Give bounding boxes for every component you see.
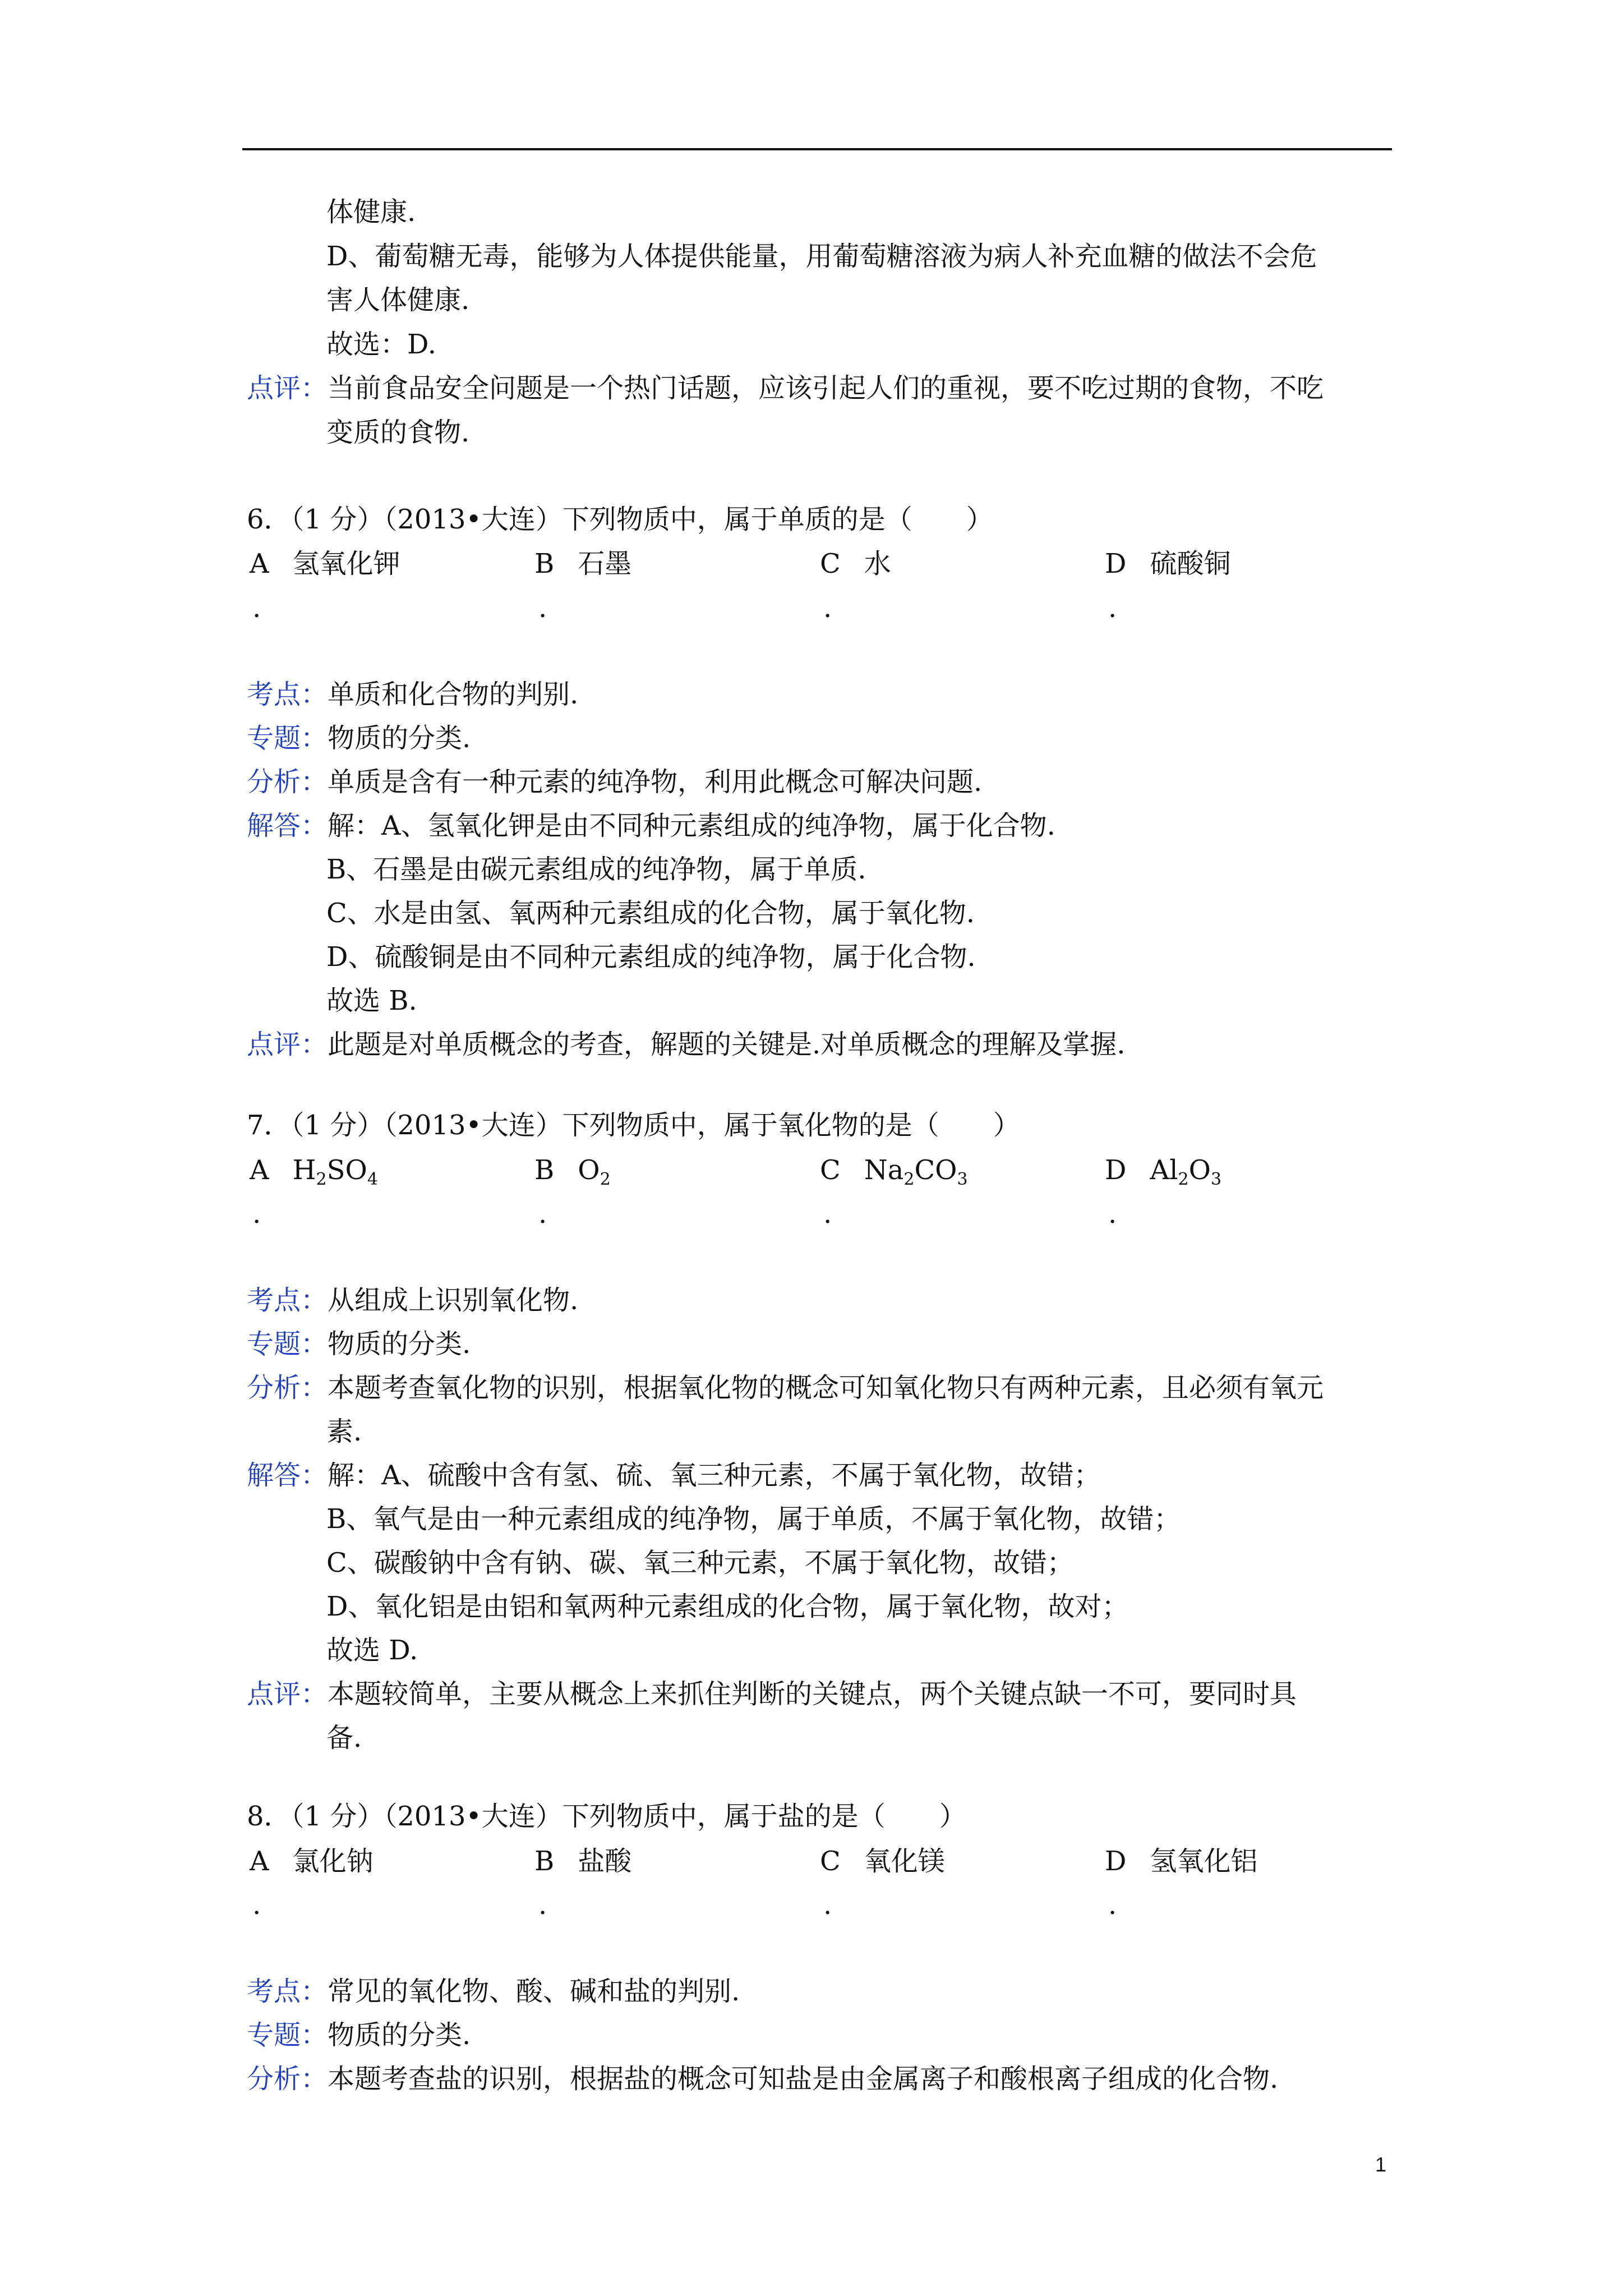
intro-line-3: 害人体健康. — [326, 284, 470, 316]
q7-option-a: A $H_2SO_4$ — [250, 1154, 378, 1189]
q7-zhuanti: 专题：物质的分类. — [247, 1328, 471, 1360]
intro-line-2: D、葡萄糖无毒，能够为人体提供能量，用葡萄糖溶液为病人补充血糖的做法不会危 — [326, 241, 1317, 272]
q8-dot-d: . — [1108, 1889, 1117, 1921]
q7-option-b: B $O_2$ — [534, 1154, 611, 1189]
q7-jieda-c: C、碳酸钠中含有钠、碳、氧三种元素，不属于氧化物，故错； — [326, 1547, 1074, 1579]
q7-jieda-answer: 故选 D. — [326, 1635, 418, 1666]
q7-jieda-b: B、氧气是由一种元素组成的纯净物，属于单质，不属于氧化物，故错； — [326, 1503, 1181, 1535]
q7-option-c: C $Na_2CO_3$ — [820, 1154, 968, 1189]
q6-option-b: B 石墨 — [534, 548, 632, 579]
q6-dot-c: . — [823, 592, 832, 624]
q6-jieda-answer: 故选 B. — [326, 985, 417, 1016]
q7-dot-a: . — [252, 1198, 261, 1230]
comment-label: 点评： — [247, 372, 328, 404]
q6-fenxi: 分析：单质是含有一种元素的纯净物，利用此概念可解决问题. — [247, 766, 983, 798]
q7-fenxi: 分析：本题考查氧化物的识别，根据氧化物的概念可知氧化物只有两种元素，且必须有氧元 — [247, 1372, 1324, 1404]
q6-option-a: A 氢氧化钾 — [250, 548, 400, 579]
q8-option-b: B 盐酸 — [534, 1846, 632, 1877]
q8-fenxi: 分析：本题考查盐的识别，根据盐的概念可知盐是由金属离子和酸根离子组成的化合物. — [247, 2063, 1279, 2095]
q6-zhuanti: 专题：物质的分类. — [247, 723, 471, 754]
q8-dot-c: . — [823, 1889, 832, 1921]
q7-dot-b: . — [538, 1198, 547, 1230]
q8-dot-a: . — [252, 1889, 261, 1921]
q6-option-d: D 硫酸铜 — [1105, 548, 1231, 579]
header-rule — [242, 148, 1392, 150]
q6-dot-b: . — [538, 592, 547, 624]
q8-dot-b: . — [538, 1889, 547, 1921]
q6-dot-a: . — [252, 592, 261, 624]
q7-kaodian: 考点：从组成上识别氧化物. — [247, 1285, 579, 1316]
intro-line-4: 故选：D. — [326, 329, 437, 360]
q7-stem: 7．（1 分）（2013•大连）下列物质中，属于氧化物的是（ ） — [247, 1110, 1020, 1141]
q6-jieda-c: C、水是由氢、氧两种元素组成的化合物，属于氧化物. — [326, 898, 975, 929]
q7-dianping-cont: 备. — [326, 1722, 362, 1754]
q8-zhuanti: 专题：物质的分类. — [247, 2019, 471, 2051]
q6-stem: 6．（1 分）（2013•大连）下列物质中，属于单质的是（ ） — [247, 504, 993, 535]
q7-dot-c: . — [823, 1198, 832, 1230]
intro-line-1: 体健康. — [326, 196, 416, 228]
q8-option-c: C 氧化镁 — [820, 1846, 945, 1877]
q7-option-d: D $Al_2O_3$ — [1105, 1154, 1222, 1189]
q6-jieda-b: B、石墨是由碳元素组成的纯净物，属于单质. — [326, 854, 866, 885]
q7-dianping: 点评：本题较简单，主要从概念上来抓住判断的关键点，两个关键点缺一不可，要同时具 — [247, 1678, 1297, 1710]
q6-dot-d: . — [1108, 592, 1117, 624]
q6-jieda-d: D、硫酸铜是由不同种元素组成的纯净物，属于化合物. — [326, 941, 976, 973]
q6-kaodian: 考点：单质和化合物的判别. — [247, 679, 579, 710]
q6-dianping: 点评：此题是对单质概念的考查，解题的关键是.对单质概念的理解及掌握. — [247, 1029, 1126, 1060]
q6-option-c: C 水 — [820, 548, 891, 579]
q7-dot-d: . — [1108, 1198, 1117, 1230]
q7-jieda: 解答：解：A、硫酸中含有氢、硫、氧三种元素，不属于氧化物，故错； — [247, 1460, 1101, 1491]
intro-comment-cont: 变质的食物. — [326, 417, 470, 448]
q7-jieda-d: D、氧化铝是由铝和氧两种元素组成的化合物，属于氧化物，故对； — [326, 1591, 1129, 1622]
q8-stem: 8．（1 分）（2013•大连）下列物质中，属于盐的是（ ） — [247, 1801, 966, 1832]
q8-kaodian: 考点：常见的氧化物、酸、碱和盐的判别. — [247, 1976, 740, 2007]
q7-fenxi-cont: 素. — [326, 1416, 362, 1447]
intro-comment: 点评：当前食品安全问题是一个热门话题，应该引起人们的重视，要不吃过期的食物，不吃 — [247, 372, 1324, 404]
page-number: 1 — [1375, 2153, 1387, 2176]
q6-jieda: 解答：解：A、氢氧化钾是由不同种元素组成的纯净物，属于化合物. — [247, 810, 1055, 841]
q8-option-d: D 氢氧化铝 — [1105, 1846, 1258, 1877]
q8-option-a: A 氯化钠 — [250, 1846, 374, 1877]
